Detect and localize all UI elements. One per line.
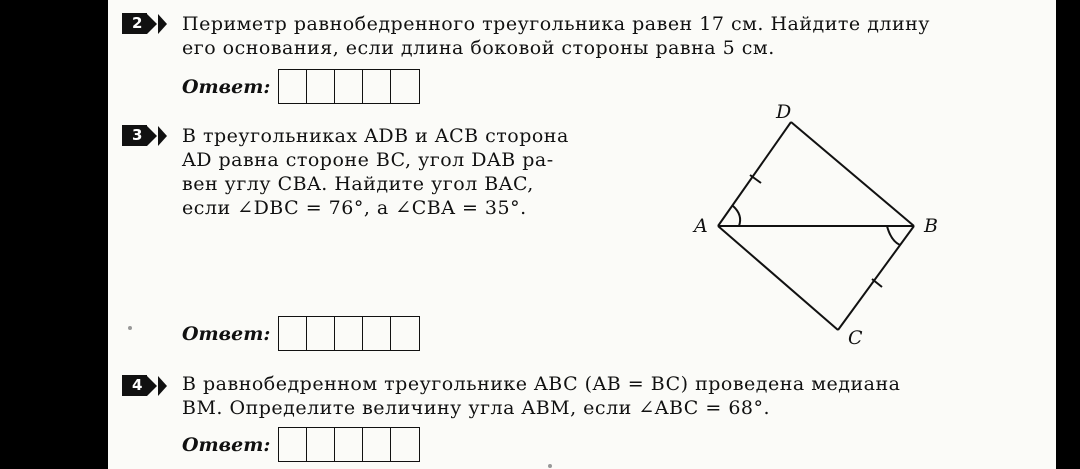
problem-line: Периметр равнобедренного треугольника равен 17 см. Найдите длину <box>182 13 930 35</box>
problem-text <box>182 124 569 220</box>
arrow-icon <box>158 14 167 34</box>
answer-label: Ответ: <box>182 322 271 345</box>
problem-line: В равнобедренном треугольнике ABC (AB = BC) проведена медиана <box>182 373 901 395</box>
worksheet-page <box>108 0 1056 469</box>
arrow-icon <box>147 14 157 34</box>
arrow-icon <box>147 126 157 146</box>
segment-bc <box>838 226 914 330</box>
arrow-icon <box>158 126 167 146</box>
problem-text <box>182 12 930 60</box>
answer-row <box>182 316 420 351</box>
answer-cell[interactable] <box>335 70 363 103</box>
problem-line: если ∠DBC = 76°, а ∠CBA = 35°. <box>182 197 527 219</box>
answer-cell[interactable] <box>391 70 419 103</box>
angle-dab-arc <box>733 206 740 226</box>
problem-number-badge <box>122 125 167 146</box>
problem-line: AD равна стороне BC, угол DAB ра- <box>182 149 554 171</box>
arrow-icon <box>158 376 167 396</box>
answer-cell[interactable] <box>335 317 363 350</box>
answer-field[interactable] <box>278 427 420 462</box>
answer-label: Ответ: <box>182 433 271 456</box>
problem-line: вен углу CBA. Найдите угол BAC, <box>182 173 534 195</box>
answer-cell[interactable] <box>279 70 307 103</box>
segment-ac <box>718 226 838 330</box>
vertex-label-d: D <box>776 101 792 123</box>
arrow-icon <box>147 376 157 396</box>
answer-cell[interactable] <box>307 70 335 103</box>
problem-number: 3 <box>122 125 147 146</box>
angle-cba-arc <box>887 226 900 245</box>
answer-cell[interactable] <box>279 317 307 350</box>
vertex-label-a: A <box>694 215 708 237</box>
vertex-label-b: B <box>924 215 938 237</box>
problem-number-badge <box>122 375 167 396</box>
answer-cell[interactable] <box>391 428 419 461</box>
answer-cell[interactable] <box>335 428 363 461</box>
answer-row <box>182 427 420 462</box>
answer-cell[interactable] <box>363 70 391 103</box>
problem-text <box>182 372 900 420</box>
problem-line: В треугольниках ADB и ACB сторона <box>182 125 569 147</box>
answer-row <box>182 69 420 104</box>
problem-number: 2 <box>122 13 147 34</box>
answer-label: Ответ: <box>182 75 271 98</box>
answer-cell[interactable] <box>363 317 391 350</box>
segment-db <box>791 122 914 226</box>
problem-number-badge <box>122 13 167 34</box>
speck-decoration <box>548 464 552 468</box>
answer-field[interactable] <box>278 69 420 104</box>
vertex-label-c: C <box>848 327 863 349</box>
answer-cell[interactable] <box>391 317 419 350</box>
speck-decoration <box>128 326 132 330</box>
answer-cell[interactable] <box>363 428 391 461</box>
problem-number: 4 <box>122 375 147 396</box>
answer-cell[interactable] <box>307 428 335 461</box>
segment-ad <box>718 122 791 226</box>
answer-field[interactable] <box>278 316 420 351</box>
problem-line: его основания, если длина боковой стороны равна 5 см. <box>182 37 775 59</box>
triangles-figure <box>688 100 958 360</box>
problem-line: BM. Определите величину угла ABM, если ∠ABC = 68°. <box>182 397 771 419</box>
answer-cell[interactable] <box>279 428 307 461</box>
answer-cell[interactable] <box>307 317 335 350</box>
